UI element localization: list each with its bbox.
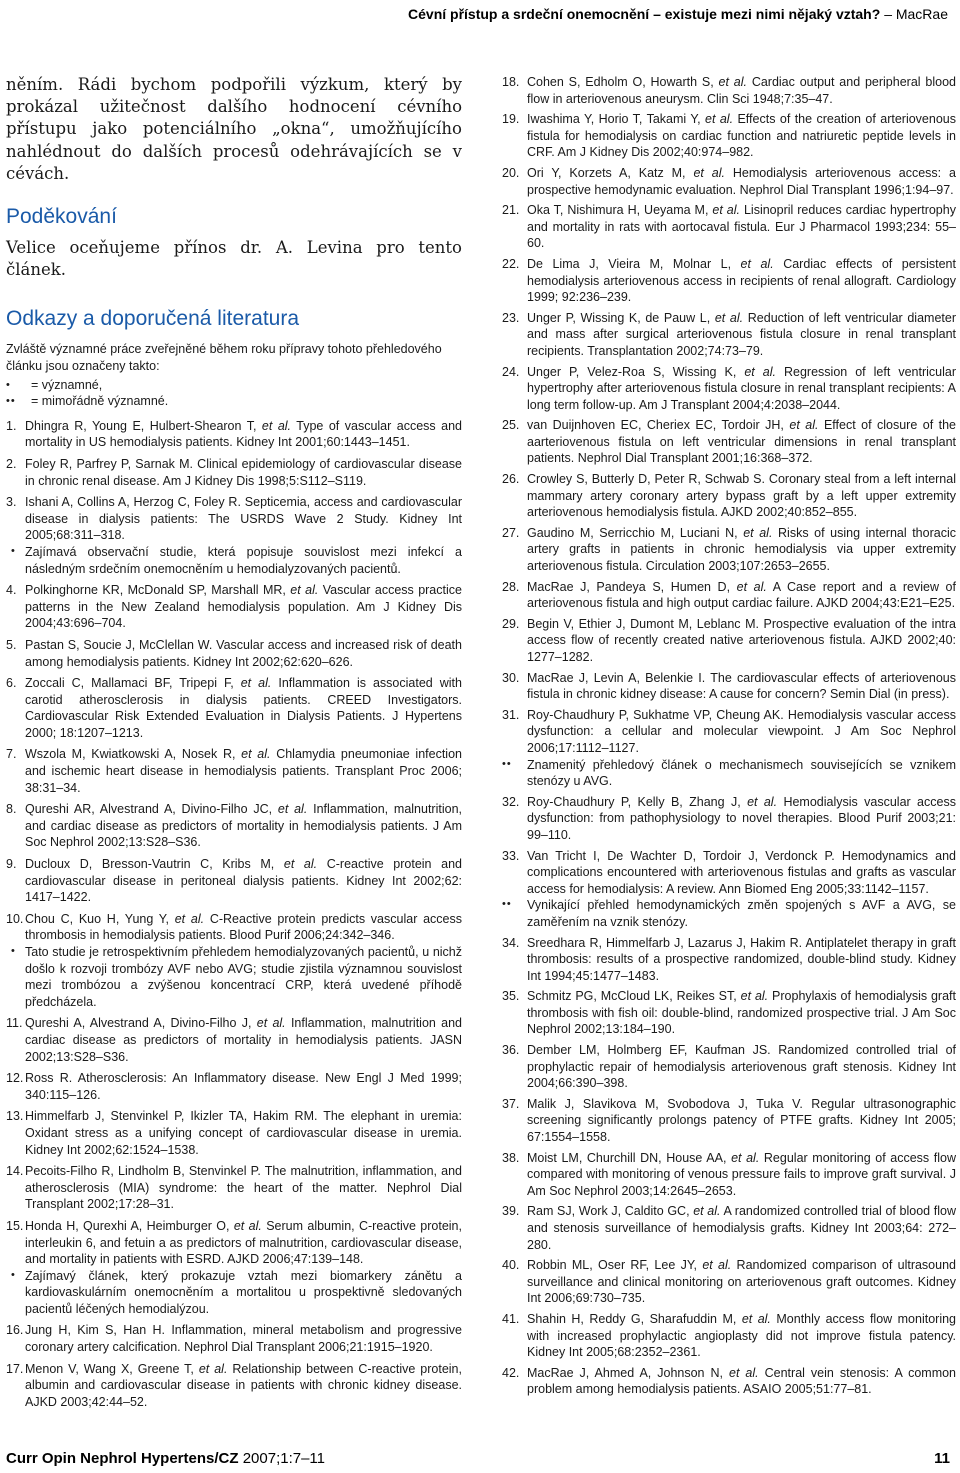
reference-authors: Oka T, Nishimura H, Ueyama M, <box>527 203 709 218</box>
reference-number: 31. <box>502 707 520 722</box>
reference-item <box>6 1015 462 1065</box>
reference-item <box>502 471 956 521</box>
reference-item <box>502 310 956 360</box>
reference-et-al: et al. <box>736 579 767 594</box>
reference-authors: Roy-Chaudhury P, Kelly B, Zhang J, <box>527 794 741 809</box>
reference-et-al: et al. <box>712 203 740 218</box>
reference-number: 41. <box>502 1311 520 1326</box>
reference-details: C-reactive protein and cardiovascular disease in peritoneal dialysis patients. Kidney Int 2002;62: 1417–1422. <box>25 857 462 905</box>
reference-authors: Crowley S, Butterly D, Peter R, Schwab S. <box>527 472 765 487</box>
reference-details: Regression of left ventricular hypertrophy after arteriovenous fistula closure in renal transplant recipients: A long term follow-up. Am J Transplant 2004;4:2038–2044. <box>527 364 956 412</box>
reference-number: 28. <box>502 579 520 594</box>
reference-number: 1. <box>6 418 17 433</box>
reference-details: Vascular access and increased risk of death among hemodialysis patients. Kidney Int 2002;62:620–626. <box>25 637 462 669</box>
reference-item <box>502 794 956 844</box>
reference-details: Cardiac output and peripheral blood flow in arteriovenous aneurysm. Clin Sci 1948;7:35–47. <box>527 75 956 106</box>
legend-item <box>6 393 462 410</box>
reference-number: 17. <box>6 1361 24 1376</box>
reference-details: Regular ultrasonographic screening significantly prolongs patency of PTFE grafts. Kidney Int 2005; 67:1554–1558. <box>527 1096 956 1145</box>
reference-annotation <box>502 897 956 930</box>
reference-authors: Cohen S, Edholm O, Howarth S, <box>527 75 714 89</box>
reference-details: Hemodialysis arteriovenous access: a prospective hemodynamic evaluation. Nephrol Dial Transplant 1996;1:94–97. <box>527 165 956 197</box>
annotation-text: Vynikající přehled hemodynamických změn spojených s AVF a AVG, se zaměřením na vznik stenózy. <box>527 898 956 929</box>
reference-number: 20. <box>502 165 520 180</box>
page-footer <box>6 1450 950 1467</box>
literature-note: Zvláště významné práce zveřejněné během roku přípravy tohoto přehledového článku jsou označeny takto: <box>6 342 442 374</box>
reference-number: 4. <box>6 583 17 598</box>
reference-number: 13. <box>6 1109 24 1124</box>
literature-heading: Odkazy a doporučená literatura <box>6 307 300 331</box>
reference-item <box>502 202 956 252</box>
reference-item <box>502 1042 956 1092</box>
reference-et-al: et al. <box>744 364 776 379</box>
acknowledgement-heading: Poděkování <box>6 205 117 229</box>
reference-authors: Qureshi AR, Alvestrand A, Divino-Filho JC, <box>25 802 273 817</box>
reference-details: A Case report and a review of arteriovenous fistula and high output cardiac failure. AJKD 2004;43:E21–E25. <box>527 579 956 611</box>
reference-details: Coronary steal from a left internal mammary artery coronary artery bypass graft by a left upper extremity arteriovenous hemodialysis fistula. AJKD 2002;40:852–855. <box>527 472 956 520</box>
reference-authors: Begin V, Ethier J, Dumont M, Leblanc M. <box>527 616 759 631</box>
reference-number: 27. <box>502 525 520 540</box>
reference-number: 35. <box>502 989 520 1004</box>
significance-bullet: • <box>11 945 16 958</box>
reference-details: Prophylaxis of hemodialysis graft thrombosis with fish oil: double-blind, randomized prospective trial. J Am Soc Nephrol 2002;13:184–190. <box>527 989 956 1037</box>
running-header <box>12 6 948 22</box>
right-column <box>502 74 956 1402</box>
reference-et-al: et al. <box>198 1361 228 1376</box>
reference-number: 36. <box>502 1043 520 1058</box>
reference-item <box>6 456 462 489</box>
reference-number: 22. <box>502 256 520 271</box>
reference-details: Lisinopril reduces cardiac hypertrophy and mortality in rats with aortocaval fistula. Eur J Pharmacol 1993;234: 55–60. <box>527 203 956 251</box>
reference-item <box>6 1108 462 1158</box>
reference-details: Septicemia, access and cardiovascular disease in dialysis patients: The USRDS Wave 2 Study. Kidney Int 2005;68:311–318. <box>25 495 463 543</box>
reference-authors: Honda H, Qurexhi A, Heimburger O, <box>25 1218 230 1233</box>
reference-authors: Dhingra R, Young E, Hulbert-Shearon T, <box>25 418 257 433</box>
reference-details: Effect of closure of the aarteriovenous fistula on left ventricular dimensions in renal transplant patients. Nephrol Dial Transplant 2001;16:368–372. <box>527 418 957 466</box>
reference-et-al: et al. <box>741 1311 771 1326</box>
reference-et-al: et al. <box>731 1150 760 1165</box>
reference-item <box>502 1365 956 1398</box>
running-header-title: Cévní přístup a srdeční onemocnění – existuje mezi nimi nějaký vztah? <box>408 6 881 22</box>
reference-number: 39. <box>502 1204 520 1219</box>
reference-authors: Unger P, Wissing K, de Pauw L, <box>527 310 711 325</box>
reference-authors: Van Tricht I, De Wachter D, Tordoir J, Verdonck P. <box>527 848 835 863</box>
significance-bullet: •• <box>502 757 512 770</box>
reference-authors: Dember LM, Holmberg EF, Kaufman JS. <box>527 1043 771 1058</box>
significance-bullet: •• <box>502 898 512 911</box>
reference-details: Randomized controlled trial of prophylactic repair of hemodialysis arteriovenous graft stenosis. Kidney Int 2004;66:390–398. <box>527 1043 956 1091</box>
reference-details: Inflammation is associated with carotid atherosclerosis in dialysis patients. CREED Investigators. Cardiovascular Risk Extended Evaluation in Dialysis Patients. J Hypertens 2000; 18:1207–1213. <box>25 676 462 740</box>
reference-details: C-Reactive protein predicts vascular access thrombosis in hemodialysis patients. Blood Purif 2006;24:342–346. <box>25 911 462 943</box>
reference-et-al: et al. <box>740 989 769 1004</box>
reference-authors: Gaudino M, Serricchio M, Luciani N, <box>527 525 738 540</box>
reference-item <box>502 848 956 931</box>
reference-authors: Polkinghorne KR, McDonald SP, Marshall MR, <box>25 583 286 598</box>
reference-details: Inflammation, malnutrition, and cardiac disease as predictors of mortality in hemodialysis patients. J Am Soc Nephrol 2002;13:S28–S36. <box>25 802 462 850</box>
reference-item <box>502 670 956 703</box>
reference-et-al: et al. <box>290 583 319 598</box>
reference-item <box>6 911 462 1011</box>
reference-item <box>6 746 462 796</box>
reference-item <box>502 417 956 467</box>
reference-authors: Ori Y, Korzets A, Katz M, <box>527 165 686 180</box>
reference-et-al: et al. <box>714 310 744 325</box>
reference-item <box>502 579 956 612</box>
significance-bullet: • <box>11 1268 16 1281</box>
reference-details: Serum albumin, C-reactive protein, interleukin 6, and fetuin a as predictors of malnutrition, cardiovascular disease, and mortality in patients with ESRD. AJKD 2006;47:139–148. <box>25 1218 462 1267</box>
footer-issue: 2007;1:7–11 <box>242 1450 326 1467</box>
reference-et-al: et al. <box>718 75 747 89</box>
reference-details: Clinical epidemiology of cardiovascular disease in chronic renal disease. Am J Kidney Dis 1998;5:S112–S119. <box>25 456 462 488</box>
reference-item <box>502 165 956 198</box>
significance-legend <box>6 377 462 410</box>
reference-number: 26. <box>502 472 520 487</box>
reference-authors: Pastan S, Soucie J, McClellan W. <box>25 637 213 652</box>
reference-number: 29. <box>502 616 520 631</box>
annotation-text: Zajímavá observační studie, která popisuje souvislost mezi infekcí a následným srdečním onemocněním u hemodialyzovaných pacientů. <box>25 544 462 576</box>
reference-item <box>6 582 462 632</box>
reference-et-al: et al. <box>789 418 819 433</box>
reference-et-al: et al. <box>277 802 308 817</box>
annotation-text: Tato studie je retrospektivním přehledem hemodialyzovaných pacientů, u nichž došlo k rozvoji trombózy AVF nebo AVG; studie zjistila významnou souvislost mezi trombózou a zvýšenou koncentrací CRP, která uvedené příhodě předcházela. <box>25 945 462 1009</box>
reference-et-al: et al. <box>241 747 271 762</box>
reference-authors: MacRae J, Levin A, Belenkie I. <box>527 670 706 685</box>
reference-details: Chlamydia pneumoniae infection and ischemic heart disease in hemodialysis patients. Transplant Proc 2006; 38:31–34. <box>25 747 462 795</box>
reference-et-al: et al. <box>261 418 292 433</box>
reference-details: The elephant in uremia: Oxidant stress as a unifying concept of cardiovascular disease in uremia. Kidney Int 2002;62:1524–1538. <box>25 1109 462 1157</box>
footer-journal: Curr Opin Nephrol Hypertens/CZ <box>6 1450 239 1467</box>
reference-et-al: et al. <box>702 1258 732 1273</box>
reference-et-al: et al. <box>705 112 734 127</box>
reference-number: 25. <box>502 418 520 433</box>
reference-et-al: et al. <box>256 1016 286 1031</box>
reference-et-al: et al. <box>240 676 272 691</box>
reference-authors: Sreedhara R, Himmelfarb J, Lazarus J, Hakim R. <box>527 935 803 950</box>
reference-item <box>502 616 956 666</box>
reference-authors: Chou C, Kuo H, Yung Y, <box>25 911 169 926</box>
reference-number: 24. <box>502 364 520 379</box>
reference-number: 42. <box>502 1365 520 1380</box>
reference-authors: van Duijnhoven EC, Cheriex EC, Tordoir JH, <box>527 418 784 433</box>
reference-annotation <box>11 944 462 1010</box>
reference-number: 12. <box>6 1071 24 1086</box>
reference-annotation <box>11 1268 462 1318</box>
reference-details: Monthly access flow monitoring with increased prophylactic angioplasty did not improve fistula patency. Kidney Int 2005;68:2352–2361. <box>527 1311 957 1360</box>
legend-label: = mimořádně významné. <box>31 394 169 409</box>
reference-details: Prospective evaluation of the intra access flow of recently created native arteriovenous fistula. AJKD 2002;40: 1277–1282. <box>527 616 956 664</box>
reference-details: Atherosclerosis: An Inflammatory disease. New Engl J Med 1999; 340:115–126. <box>25 1071 462 1102</box>
reference-authors: Menon V, Wang X, Greene T, <box>25 1361 194 1376</box>
reference-item <box>502 988 956 1038</box>
reference-et-al: et al. <box>693 1204 721 1219</box>
reference-authors: Foley R, Parfrey P, Sarnak M. <box>25 456 193 471</box>
reference-item <box>6 1322 462 1355</box>
reference-authors: Himmelfarb J, Stenvinkel P, Ikizler TA, Hakim RM. <box>25 1109 318 1124</box>
reference-et-al: et al. <box>740 256 774 271</box>
reference-et-al: et al. <box>283 857 318 872</box>
reference-details: Central vein stenosis: A common problem among hemodialysis patients. ASAIO 2005;51:77–81. <box>527 1365 957 1397</box>
reference-authors: Ross R. <box>25 1071 73 1086</box>
reference-et-al: et al. <box>729 1365 759 1380</box>
reference-details: Inflammation, mineral metabolism and progressive coronary artery calcification. Nephrol Dial Transplant 2006;21:1915–1920. <box>25 1323 462 1355</box>
reference-item <box>502 935 956 985</box>
left-column <box>6 74 462 1415</box>
reference-details: Hemodialysis vascular access dysfunction: a cellular and molecular viewpoint. J Am Soc Nephrol 2006;17:1112–1127. <box>527 707 957 755</box>
reference-number: 5. <box>6 637 17 652</box>
reference-number: 7. <box>6 747 17 762</box>
reference-authors: Wszola M, Kwiatkowski A, Nosek R, <box>25 747 236 762</box>
reference-item <box>6 637 462 670</box>
page-number: 11 <box>934 1450 950 1467</box>
reference-annotation <box>11 544 462 577</box>
reference-item <box>502 1096 956 1146</box>
reference-number: 14. <box>6 1164 24 1179</box>
reference-number: 34. <box>502 935 520 950</box>
reference-authors: Qureshi A, Alvestrand A, Divino-Filho J, <box>25 1016 252 1031</box>
reference-item <box>6 1070 462 1103</box>
reference-details: Reduction of left ventricular diameter and mass after surgical arteriovenous fistula closure in renal transplant recipients. Transplantation 2002;74:73–79. <box>527 310 956 358</box>
reference-item <box>6 675 462 741</box>
reference-list-left <box>6 418 462 1411</box>
legend-label: = významné, <box>31 377 103 392</box>
reference-item <box>6 1218 462 1318</box>
reference-list-right <box>502 74 956 1398</box>
reference-authors: Moist LM, Churchill DN, House AA, <box>527 1150 727 1165</box>
reference-details: Relationship between C-reactive protein, albumin and cardiovascular disease in patients with chronic kidney disease. AJKD 2003;42:44–52. <box>25 1361 462 1409</box>
reference-annotation <box>502 757 956 790</box>
reference-authors: Schmitz PG, McCloud LK, Reikes ST, <box>527 989 737 1004</box>
reference-details: Cardiac effects of persistent hemodialysis arteriovenous access in recipients of renal allograft. Cardiology 1999; 92:236–239. <box>527 256 956 305</box>
reference-details: Hemodialysis vascular access dysfunction: from pathophysiology to novel therapies. Blood Purif 2003;21: 99–110. <box>527 794 956 842</box>
reference-et-al: et al. <box>233 1218 262 1233</box>
reference-number: 32. <box>502 794 520 809</box>
reference-authors: Jung H, Kim S, Han H. <box>25 1323 165 1338</box>
reference-authors: Iwashima Y, Horio T, Takami Y, <box>527 112 701 127</box>
reference-number: 9. <box>6 857 17 872</box>
reference-number: 33. <box>502 848 520 863</box>
reference-item <box>6 1163 462 1213</box>
reference-et-al: et al. <box>174 911 205 926</box>
reference-details: Type of vascular access and mortality in US hemodialysis patients. Kidney Int 2001;60:1443–1451. <box>25 418 462 450</box>
reference-authors: Ducloux D, Bresson-Vautrin C, Kribs M, <box>25 857 275 872</box>
reference-details: Antiplatelet therapy in graft thrombosis: results of a prospective randomized, double-blind study. Kidney Int 1994;45:1477–1483. <box>527 935 956 983</box>
reference-number: 2. <box>6 456 17 471</box>
reference-number: 40. <box>502 1258 520 1273</box>
reference-details: Risks of using internal thoracic artery grafts in patients in chronic hemodialysis via upper extremity arteriovenous fistula. Circulation 2003;107:2653–2655. <box>527 525 956 574</box>
reference-number: 19. <box>502 112 520 127</box>
reference-item <box>6 856 462 906</box>
reference-item <box>502 364 956 414</box>
annotation-text: Zajímavý článek, který prokazuje vztah mezi biomarkery zánětu a kardiovaskulárním onemocněním a mortalitou u prospektivně sledovaných pacientů léčených hemodialýzou. <box>25 1268 462 1316</box>
reference-et-al: et al. <box>747 794 778 809</box>
reference-item <box>502 74 956 107</box>
reference-authors: Ishani A, Collins A, Herzog C, Foley R. <box>25 495 241 510</box>
annotation-text: Znamenitý přehledový článek o mechanismech souvisejících se vznikem stenózy u AVG. <box>527 757 956 789</box>
reference-authors: Ram SJ, Work J, Caldito GC, <box>527 1204 690 1219</box>
reference-number: 30. <box>502 670 520 685</box>
reference-number: 16. <box>6 1323 24 1338</box>
reference-number: 10. <box>6 911 24 926</box>
reference-details: A randomized controlled trial of blood flow and stenosis surveillance of hemodialysis grafts. Kidney Int 2003;64: 272–280. <box>527 1204 956 1252</box>
reference-authors: Robbin ML, Oser RF, Lee JY, <box>527 1258 698 1273</box>
reference-details: Regular monitoring of access flow compared with monitoring of venous pressure fails to improve graft survival. J Am Soc Nephrol 2003;14:2645–2653. <box>527 1150 956 1198</box>
reference-authors: Roy-Chaudhury P, Sukhatme VP, Cheung AK. <box>527 707 784 722</box>
acknowledgement-text: Velice oceňujeme přínos dr. A. Levina pro tento článek. <box>6 238 462 280</box>
reference-number: 8. <box>6 802 17 817</box>
reference-details: Randomized comparison of ultrasound surveillance and clinical monitoring on arteriovenous graft outcomes. Kidney Int 2006;69:730–735. <box>527 1258 956 1306</box>
reference-number: 38. <box>502 1150 520 1165</box>
reference-item <box>502 256 956 306</box>
reference-item <box>6 494 462 577</box>
intro-paragraph: něním. Rádi bychom podpořili výzkum, který by prokázal užitečnost dalšího hodnocení cévního přístupu jako potenciálního „okna“, umožňujícího nahlédnout do dalších procesů odehrávajících se v cévách. <box>6 75 462 183</box>
reference-details: The malnutrition, inflammation, and atherosclerosis (MIA) syndrome: the heart of the matter. Nephrol Dial Transplant 2002;17:28–31. <box>25 1164 463 1212</box>
reference-authors: Unger P, Velez-Roa S, Wissing K, <box>527 364 737 379</box>
reference-authors: Shahin H, Reddy G, Sharafuddin M, <box>527 1311 737 1326</box>
reference-number: 6. <box>6 676 17 691</box>
significance-bullet: • <box>11 544 16 557</box>
reference-item <box>6 418 462 451</box>
legend-bullet: • <box>6 378 11 391</box>
reference-authors: Malik J, Slavikova M, Svobodova J, Tuka V. <box>527 1096 803 1111</box>
reference-number: 3. <box>6 495 17 510</box>
running-header-author: – MacRae <box>884 6 948 22</box>
reference-authors: MacRae J, Ahmed A, Johnson N, <box>527 1365 723 1380</box>
reference-item <box>502 707 956 790</box>
legend-item <box>6 377 462 394</box>
reference-item <box>502 111 956 161</box>
reference-et-al: et al. <box>693 165 725 180</box>
reference-details: Vascular access practice patterns in the New Zealand hemodialysis population. Am J Kidney Dis 2004;43:696–704. <box>25 583 462 631</box>
reference-details: Effects of the creation of arteriovenous fistula for hemodialysis on cardiac function and natriuretic peptide levels in CRF. Am J Kidney Dis 2002;40:974–982. <box>527 112 956 160</box>
reference-item <box>502 1203 956 1253</box>
reference-details: Inflammation, malnutrition and cardiac disease as predictors of mortality in hemodialysis patients. JASN 2002;13:S28–S36. <box>25 1016 462 1064</box>
reference-authors: De Lima J, Vieira M, Molnar L, <box>527 256 732 271</box>
reference-item <box>502 1311 956 1361</box>
reference-details: The cardiovascular effects of arteriovenous fistula in chronic kidney disease: A cause for concern? Semin Dial (in press). <box>527 670 957 702</box>
reference-item <box>502 1257 956 1307</box>
reference-authors: Pecoits-Filho R, Lindholm B, Stenvinkel P. <box>25 1164 261 1179</box>
reference-item <box>6 801 462 851</box>
reference-authors: Zoccali C, Mallamaci BF, Tripepi F, <box>25 676 234 691</box>
reference-details: Hemodynamics and complications encountered with arteriovenous fistulas and grafts as vascular access for hemodialysis: A review. Ann Biomed Eng 2005;33:1142–1157. <box>527 848 956 896</box>
reference-number: 37. <box>502 1096 520 1111</box>
reference-number: 23. <box>502 310 520 325</box>
reference-number: 11. <box>6 1016 23 1031</box>
reference-item <box>502 1150 956 1200</box>
reference-item <box>502 525 956 575</box>
reference-item <box>6 1361 462 1411</box>
reference-et-al: et al. <box>743 525 773 540</box>
legend-bullet: •• <box>6 395 16 408</box>
reference-number: 18. <box>502 75 520 89</box>
reference-number: 21. <box>502 203 520 218</box>
reference-number: 15. <box>6 1218 24 1233</box>
reference-authors: MacRae J, Pandeya S, Humen D, <box>527 579 731 594</box>
